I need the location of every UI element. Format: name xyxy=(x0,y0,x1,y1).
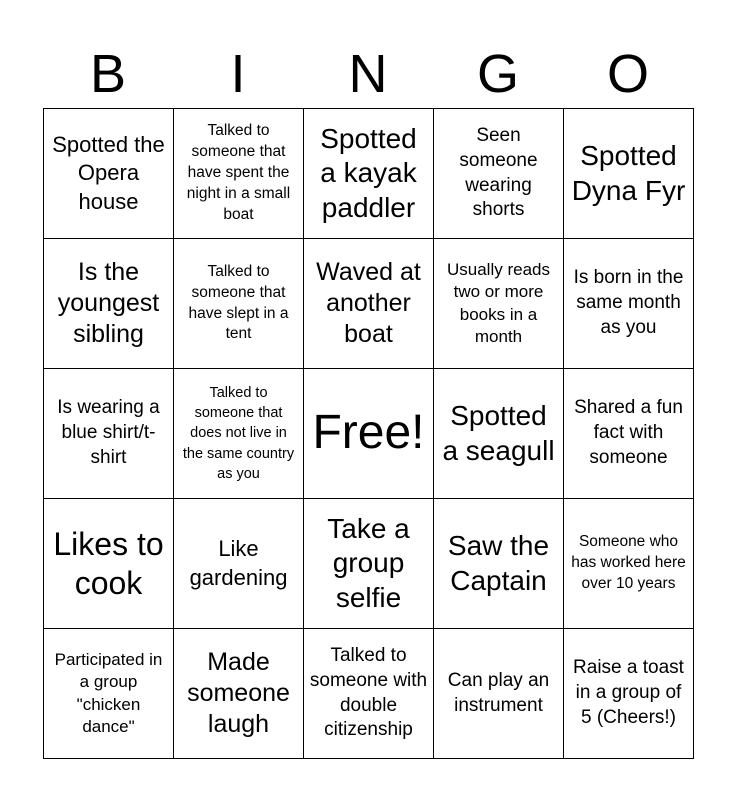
bingo-cell-r5c3[interactable] xyxy=(304,629,434,759)
cell-text: Seen someone wearing shorts xyxy=(459,125,538,221)
cell-text: Talked to someone that does not live in the same country as you xyxy=(182,384,295,482)
bingo-cell-r2c5[interactable] xyxy=(564,239,694,369)
cell-text: Raise a toast in a group of 5 (Cheers!) xyxy=(573,657,684,728)
cell-text: Waved at another boat xyxy=(316,257,421,349)
bingo-cell-r4c1[interactable] xyxy=(44,499,174,629)
cell-text: Can play an instrument xyxy=(447,669,550,716)
bingo-cell-r4c2[interactable] xyxy=(174,499,304,629)
cell-text: Talked to someone that have spent the night in a small boat xyxy=(186,122,291,223)
cell-text: Participated in a group "chicken dance" xyxy=(54,650,163,736)
cell-text: Spotted a kayak paddler xyxy=(320,122,417,223)
bingo-cell-r5c1[interactable] xyxy=(44,629,174,759)
cell-text: Is the youngest sibling xyxy=(57,257,160,349)
bingo-cell-r5c4[interactable] xyxy=(434,629,564,759)
header-letter-o: O xyxy=(606,44,649,104)
bingo-grid xyxy=(43,108,694,759)
bingo-cell-r3c1[interactable] xyxy=(44,369,174,499)
cell-text: Is wearing a blue shirt/t-shirt xyxy=(57,397,160,468)
bingo-cell-r2c1[interactable] xyxy=(44,239,174,369)
header-letter-g: G xyxy=(476,44,519,104)
bingo-cell-r2c2[interactable] xyxy=(174,239,304,369)
header-letter-b: B xyxy=(89,44,127,104)
bingo-cell-r3c5[interactable] xyxy=(564,369,694,499)
bingo-cell-r4c5[interactable] xyxy=(564,499,694,629)
bingo-cell-r1c3[interactable] xyxy=(304,109,434,239)
cell-text: Likes to cook xyxy=(53,526,164,601)
bingo-cell-r2c4[interactable] xyxy=(434,239,564,369)
cell-text: Usually reads two or more books in a month xyxy=(447,260,550,346)
bingo-cell-r3c4[interactable] xyxy=(434,369,564,499)
cell-text: Talked to someone that have slept in a tent xyxy=(188,262,289,343)
bingo-cell-r3c2[interactable] xyxy=(174,369,304,499)
bingo-cell-free[interactable] xyxy=(304,369,434,499)
bingo-cell-r5c2[interactable] xyxy=(174,629,304,759)
cell-text: Spotted a seagull xyxy=(442,400,555,466)
bingo-cell-r2c3[interactable] xyxy=(304,239,434,369)
cell-text: Is born in the same month as you xyxy=(573,267,684,338)
bingo-cell-r5c5[interactable] xyxy=(564,629,694,759)
bingo-cell-r1c1[interactable] xyxy=(44,109,174,239)
bingo-cell-r1c2[interactable] xyxy=(174,109,304,239)
bingo-cell-r1c5[interactable] xyxy=(564,109,694,239)
cell-text: Spotted Dyna Fyr xyxy=(571,140,686,206)
bingo-header xyxy=(43,40,693,108)
cell-text: Made someone laugh xyxy=(187,647,290,739)
cell-text: Shared a fun fact with someone xyxy=(574,397,683,468)
cell-text: Someone who has worked here over 10 years xyxy=(571,533,686,592)
cell-text: Take a group selfie xyxy=(327,512,410,613)
bingo-cell-r1c4[interactable] xyxy=(434,109,564,239)
header-letter-i: I xyxy=(230,44,246,104)
cell-text: Like gardening xyxy=(189,535,288,590)
cell-text: Saw the Captain xyxy=(447,530,550,596)
cell-text: Free! xyxy=(312,406,425,460)
bingo-cell-r4c3[interactable] xyxy=(304,499,434,629)
header-letter-n: N xyxy=(348,44,388,104)
cell-text: Talked to someone with double citizenship xyxy=(309,645,428,741)
cell-text: Spotted the Opera house xyxy=(52,131,165,214)
bingo-cell-r4c4[interactable] xyxy=(434,499,564,629)
